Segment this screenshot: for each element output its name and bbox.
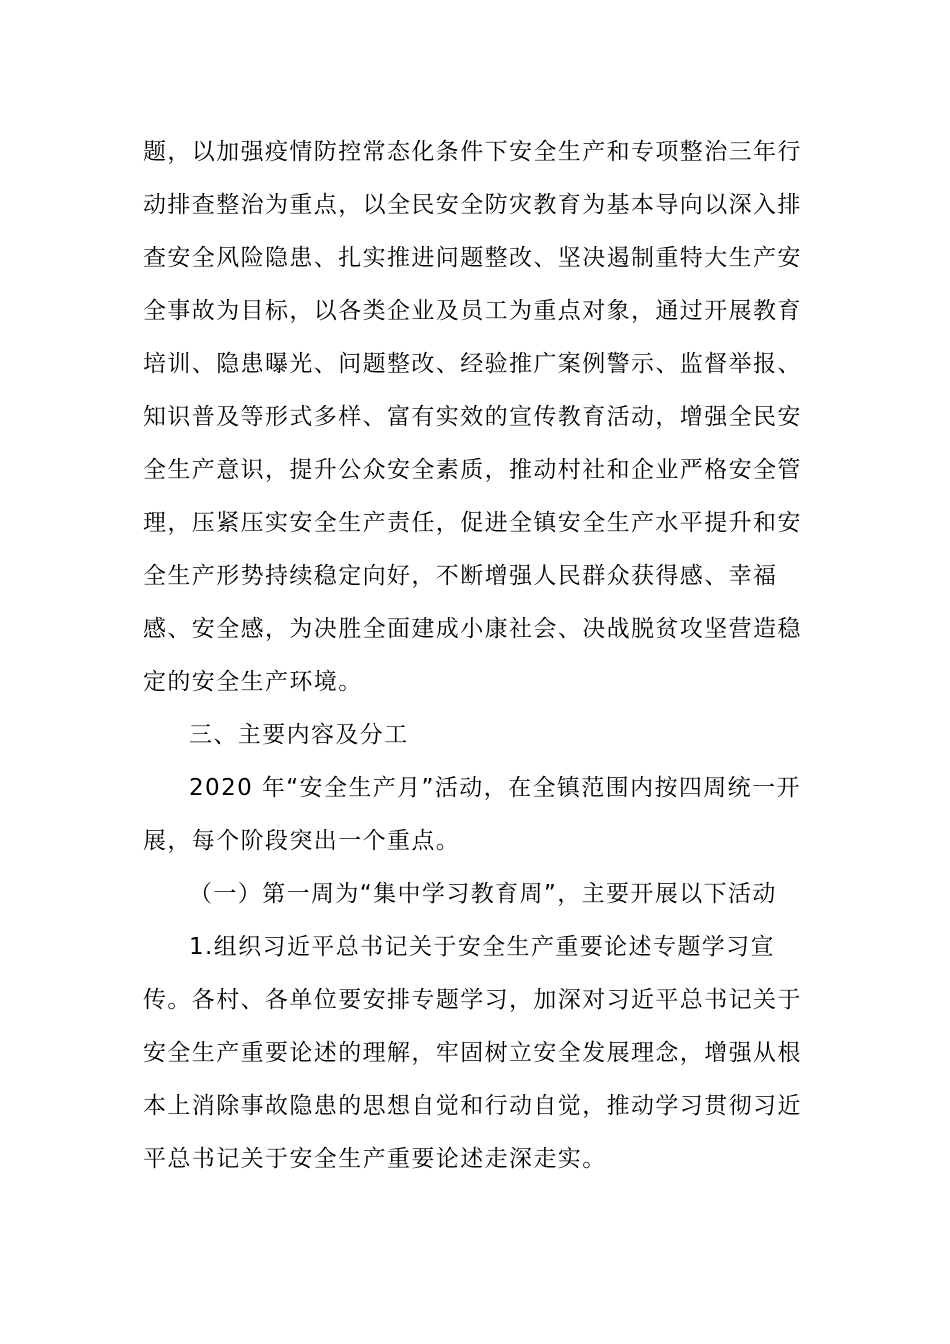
subsection-heading: （一）第一周为“集中学习教育周”，主要开展以下活动 <box>189 881 777 907</box>
document-body <box>143 126 809 1186</box>
paragraph-activity-overview: 2020 年“安全生产月”活动，在全镇范围内按四周统一开展，每个阶段突出一个重点。 <box>143 775 801 854</box>
paragraph-item-1: 1.组织习近平总书记关于安全生产重要论述专题学习宣传。各村、各单位要安排专题学习，加深对习近平总书记关于安全生产重要论述的理解，牢固树立安全发展理念，增强从根本上消除事故隐患的思想自觉和行动自觉，推动学习贯彻习近平总书记关于安全生产重要论述走深走实。 <box>143 934 802 1172</box>
paragraph-continued: 题，以加强疫情防控常态化条件下安全生产和专项整治三年行动排查整治为重点，以全民安全防灾教育为基本导向以深入排查安全风险隐患、扎实推进问题整改、坚决遏制重特大生产安全事故为目标，以各类企业及员工为重点对象，通过开展教育培训、隐患曝光、问题整改、经验推广案例警示、监督举报、知识普及等形式多样、富有实效的宣传教育活动，增强全民安全生产意识，提升公众安全素质，推动村社和企业严格安全管理，压紧压实安全生产责任，促进全镇安全生产水平提升和安全生产形势持续稳定向好，不断增强人民群众获得感、幸福感、安全感，为决胜全面建成小康社会、决战脱贫攻坚营造稳定的安全生产环境。 <box>143 139 802 695</box>
section-heading: 三、主要内容及分工 <box>189 722 409 748</box>
